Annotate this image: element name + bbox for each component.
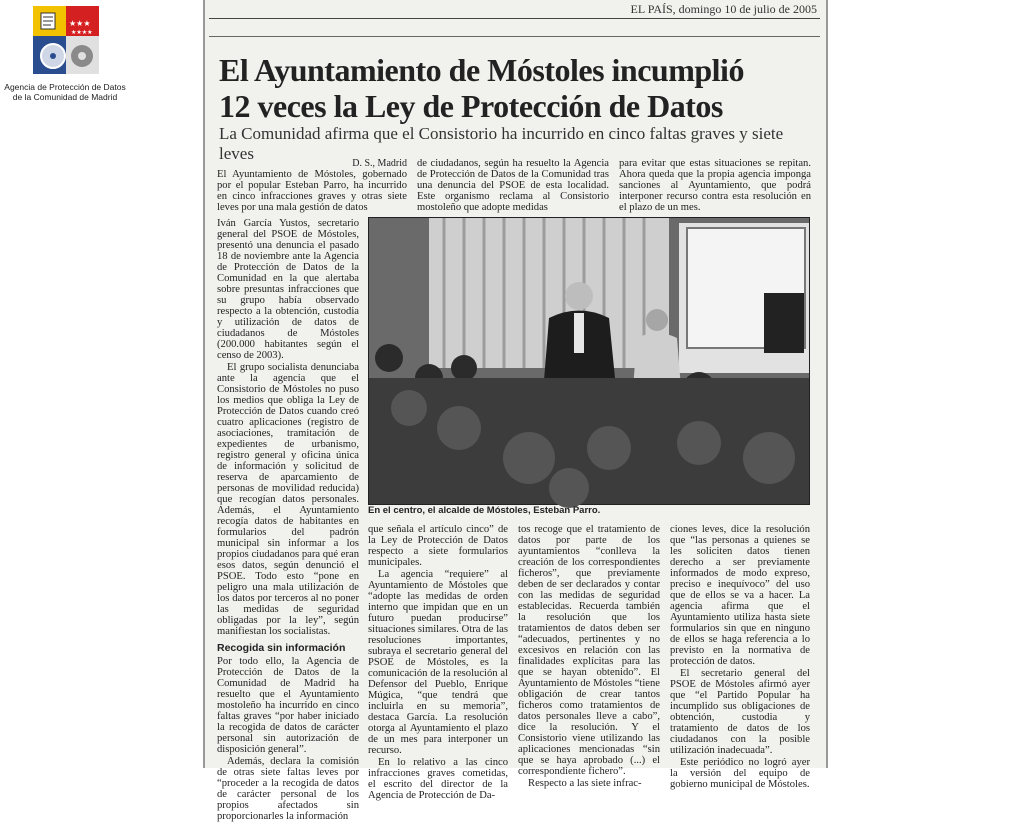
header-rule: [209, 36, 820, 37]
body-paragraph: Respecto a las siete infrac-: [528, 778, 642, 789]
lead-text-3: para evitar que estas situaciones se repitan. Ahora queda que la propia agencia imponga sanciones al Ayuntamiento, que podrá interponer recurso contra esta resolución en el plazo de un mes.: [619, 158, 811, 213]
agency-name-line2: de la Comunidad de Madrid: [12, 92, 118, 102]
body-paragraph: que señala el artículo cinco” de la Ley de Protección de Datos respecto a siete formularios municipales.: [368, 524, 508, 568]
lead-text-2: de ciudadanos, según ha resuelto la Agencia de Protección de Datos de la Comunidad tras una denuncia del PSOE de esta localidad. Este organismo reclama al Consistorio mostoleño que adopte medidas: [417, 158, 609, 213]
body-column-2: [368, 524, 508, 802]
newspaper-masthead: EL PAÍS, domingo 10 de julio de 2005: [630, 2, 817, 16]
body-paragraph: El secretario general del PSOE de Móstoles afirmó ayer que “el Partido Popular ha incumplido sus obligaciones de obtención, custodia y tratamiento de datos de los ciudadanos con la posible utilización inadecuada”.: [670, 668, 810, 756]
agency-emblem-icon: [33, 6, 99, 74]
agency-name: [0, 82, 130, 102]
headline-line-2: 12 veces la Ley de Protección de Datos: [219, 88, 723, 124]
body-paragraph: Iván García Yustos, secretario general del PSOE de Móstoles, presentó una denuncia el pasado 18 de noviembre ante la Agencia de Protección de Datos de la Comunidad en la que alertaba sobre presuntas infracciones que su grupo había observado respecto a la obtención, custodia y utilización de datos de ciudadanos de Móstoles (200.000 habitantes según el censo de 2003).: [217, 218, 359, 361]
agency-logo: [0, 0, 200, 110]
body-paragraph: Además, declara la comisión de otras siete faltas leves por “proceder a la recogida de datos de carácter personal de los propios afectados sin proporcionarles la información: [217, 756, 359, 822]
masthead-rule: [209, 18, 820, 19]
article-photo: [368, 217, 810, 505]
article-subheadline: La Comunidad afirma que el Consistorio ha incurrido en cinco faltas graves y siete leves: [219, 124, 784, 163]
article-headline: [219, 52, 819, 124]
agency-name-line1: Agencia de Protección de Datos: [4, 82, 126, 92]
body-paragraph: ciones leves, dice la resolución que “las personas a quienes se les soliciten datos tienen derecho a ser previamente informados de modo expreso, preciso e inequívoco” del uso que de ellos se va a hacer. La agencia afirma que el Ayuntamiento utiliza hasta siete formularios sin que en ninguno de ellos se haga referencia a lo previsto en la normativa de protección de datos.: [670, 524, 810, 667]
body-paragraph: Por todo ello, la Agencia de Protección de Datos de la Comunidad de Madrid ha resuelto que el Ayuntamiento mostoleño ha incurrido en cinco faltas graves “por haber iniciado la recogida de datos de carácter personal sin autorización de disposición general”.: [217, 656, 359, 755]
body-paragraph: En lo relativo a las cinco infracciones graves cometidas, el escrito del director de la Agencia de Protección de Da-: [368, 757, 508, 801]
newspaper-clipping: [203, 0, 828, 822]
lead-text-1: El Ayuntamiento de Móstoles, gobernado por el popular Esteban Parro, ha incurrido en cinco infracciones graves y otras siete leves por una mala gestión de datos: [217, 169, 407, 213]
body-paragraph: El grupo socialista denunciaba ante la agencia que el Consistorio de Móstoles no puso los medios que obliga la Ley de Protección de Datos cuando creó cuatro aplicaciones (registro de asociaciones, tramitación de expedientes de urbanismo, registro general y oficina única de información y solicitud de reserva de aparcamiento de personas de movilidad reducida) que recogían datos personales. Además, el Ayuntamiento recogía datos de habitantes en formularios del padrón municipal sin informar a los propios ciudadanos para qué eran esos datos, según denunció el PSOE. Todo esto “pone en peligro una mala utilización de los datos por terceros al no poner las medidas de seguridad obligadas por la ley”, según manifiestan los socialistas.: [217, 362, 359, 637]
body-paragraph: Este periódico no logró ayer la versión del equipo de gobierno municipal de Móstoles.: [670, 757, 810, 790]
article-byline: D. S., Madrid: [352, 158, 407, 169]
lead-column-1: [217, 158, 407, 214]
svg-text:★★★: ★★★: [69, 19, 91, 28]
body-column-4: [670, 524, 810, 791]
body-paragraph: tos recoge que el tratamiento de datos por parte de los ayuntamientos “conlleva la creación de los correspondientes ficheros”, que previamente deben de ser declarados y contar con las medidas de seguridad establecidas. Recuerda también la resolución que los tratamientos de datos deben ser “adecuados, pertinentes y no excesivos en relación con las finalidades explícitas para las que se hayan obtenido”. El Ayuntamiento de Móstoles “tiene obligación de crear tantos ficheros como tratamientos de datos personales lleve a cabo”, dice la resolución. Y el Consistorio viene utilizando las aplicaciones mencionadas “sin que se haya aprobado (...) el correspondiente fichero”.: [518, 524, 660, 777]
meeting-photo-illustration: [369, 218, 809, 504]
section-subheading: Recogida sin información: [217, 642, 346, 654]
body-column-3: [518, 524, 660, 790]
lead-column-2: [417, 158, 609, 214]
lead-column-3: [619, 158, 811, 214]
photo-caption: En el centro, el alcalde de Móstoles, Esteban Parro.: [368, 505, 601, 516]
body-paragraph: La agencia “requiere” al Ayuntamiento de Móstoles que “adopte las medidas de orden interno que impidan que en un futuro puedan producirse” situaciones similares. Otra de las resoluciones importantes, subraya el secretario general del PSOE de Móstoles, es la comunicación de la resolución al Defensor del Pueblo, Enrique Múgica, “que tendrá que incluirla en su memoria”, destaca García. La resolución otorga al Ayuntamiento el plazo de un mes para interponer un recurso.: [368, 569, 508, 756]
headline-line-1: El Ayuntamiento de Móstoles incumplió: [219, 52, 744, 88]
body-column-1: [217, 218, 359, 823]
svg-text:★★★★: ★★★★: [71, 29, 93, 36]
